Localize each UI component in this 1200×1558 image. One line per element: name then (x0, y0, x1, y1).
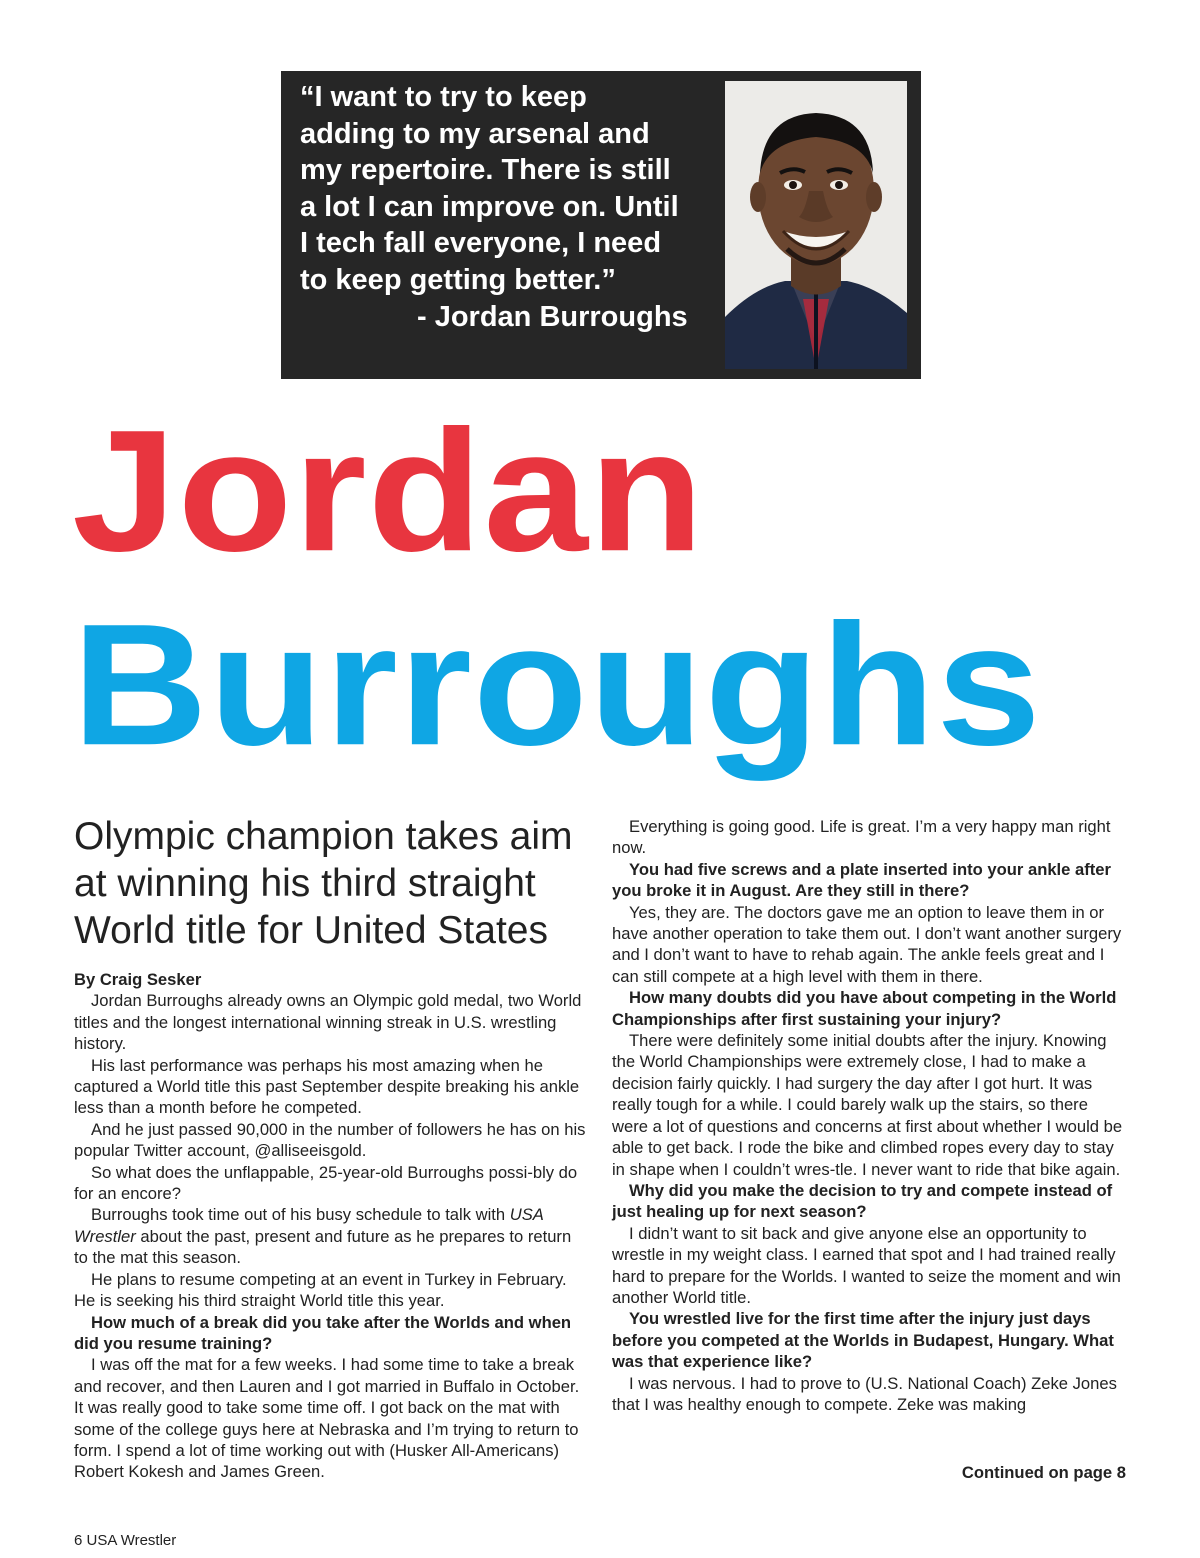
interview-answer: I didn’t want to sit back and give anyone else an opportunity to wrestle in my weight class. I earned that spot and I had trained really hard to prepare for the Worlds. I wanted to seize the moment and win another World title. (612, 1223, 1121, 1307)
interview-question: You had five screws and a plate inserted into your ankle after you broke it in August. Are they still in there? (612, 859, 1111, 901)
interview-answer: Everything is going good. Life is great. I’m a very happy man right now. (612, 817, 1111, 858)
pull-quote-text: “I want to try to keep adding to my arsenal and my repertoire. There is still a lot I can improve on. Until I tech fall everyone, I need to keep getting better.” (300, 81, 679, 296)
athlete-portrait-photo (725, 81, 907, 369)
publication-name: USA Wrestler (74, 1205, 544, 1246)
article-paragraph-with-publication (74, 1204, 586, 1268)
interview-question: How many doubts did you have about competing in the World Championships after first sustaining your injury? (612, 988, 1117, 1029)
portrait-illustration (725, 81, 907, 369)
continued-jump-line: Continued on page 8 (961, 1463, 1126, 1482)
article-paragraph: Jordan Burroughs already owns an Olympic gold medal, two World titles and the longest international winning streak in U.S. wrestling history. (74, 991, 582, 1054)
headline-first-name: Jordan (72, 393, 705, 588)
interview-answer: I was off the mat for a few weeks. I had some time to take a break and recover, and then Lauren and I got married in Buffalo in October. It was really good to take some time off. I got back on the mat with some of the college guys here at Nebraska and I’m trying to return to form. I spend a lot of time working out with (Husker All-Americans) Robert Kokesh and James Green. (74, 1355, 580, 1482)
article-paragraph: So what does the unflappable, 25-year-old Burroughs possi-bly do for an encore? (74, 1162, 578, 1204)
interview-answer: Yes, they are. The doctors gave me an option to leave them in or have another operation to take them out. I don’t want another surgery and I don’t want to have to rehab again. The ankle feels great and I can still compete at a high level with them in there. (612, 902, 1122, 986)
byline: By Craig Sesker (74, 970, 202, 989)
article-column-right (612, 816, 1128, 1415)
paragraph-text: Burroughs took time out of his busy schedule to talk with (91, 1205, 510, 1225)
interview-answer: There were definitely some initial doubts after the injury. Knowing the World Championships were extremely close, I had to make a decision fairly quickly. I had surgery the day after I got hurt. It was really tough for a while. I could barely walk up the stairs, so there were a lot of questions and concerns at first about whether I would be able to get back. I rode the bike and climbed ropes every day to stay in shape when I couldn’t wres-tle. I never want to ride that bike again. (612, 1031, 1123, 1179)
interview-answer: I was nervous. I had to prove to (U.S. National Coach) Zeke Jones that I was healthy enough to compete. Zeke was making (612, 1373, 1117, 1414)
interview-question: Why did you make the decision to try and compete instead of just healing up for next season? (612, 1180, 1113, 1222)
pull-quote-box (281, 71, 921, 379)
page-folio: 6 USA Wrestler (74, 1532, 177, 1549)
pull-quote-attribution: - Jordan Burroughs (417, 301, 688, 333)
article-paragraph: He plans to resume competing at an event in Turkey in February. He is seeking his third straight World title this year. (74, 1269, 567, 1311)
article-column-left (74, 969, 586, 1483)
interview-question: You wrestled live for the first time after the injury just days before you competed at the Worlds in Budapest, Hungary. What was that experience like? (612, 1309, 1114, 1372)
article-paragraph: His last performance was perhaps his most amazing when he captured a World title this past September despite breaking his ankle less than a month before he competed. (74, 1055, 580, 1118)
subheadline-deck: Olympic champion takes aim at winning his third straight World title for United States (74, 815, 573, 952)
headline-last-name: Burroughs (72, 587, 1042, 782)
article-paragraph: And he just passed 90,000 in the number of followers he has on his popular Twitter account, @alliseeisgold. (74, 1119, 586, 1161)
paragraph-text: about the past, present and future as he prepares to return to the mat this season. (74, 1226, 572, 1268)
interview-question: How much of a break did you take after the Worlds and when did you resume training? (74, 1312, 572, 1353)
